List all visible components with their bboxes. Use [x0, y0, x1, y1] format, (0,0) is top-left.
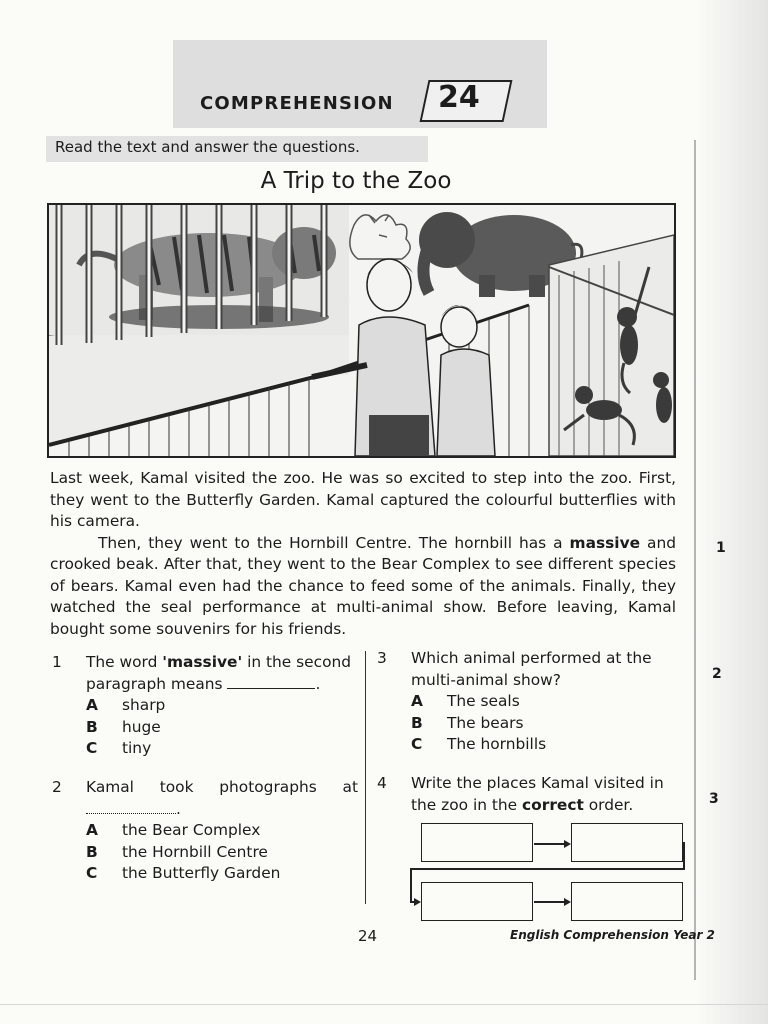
option-b[interactable]	[86, 717, 358, 739]
passage-paragraph-2	[50, 533, 676, 641]
question-bold-word: 'massive'	[162, 653, 243, 671]
question-text: Kamal took photographs at	[86, 778, 358, 796]
option-a[interactable]	[411, 691, 677, 713]
option-text: the Butterfly Garden	[122, 864, 281, 882]
question-number: 4	[377, 774, 387, 792]
zoo-illustration	[47, 203, 676, 458]
arrow-right-icon	[564, 898, 571, 906]
option-b[interactable]	[86, 842, 358, 864]
header-number: 24	[438, 80, 480, 115]
margin-mark-3: 3	[709, 791, 719, 807]
option-text: huge	[122, 717, 161, 736]
option-letter: B	[411, 713, 423, 732]
flow-connector	[410, 868, 412, 902]
arrow-right-icon	[564, 840, 571, 848]
question-bold-word: correct	[522, 795, 584, 814]
question-text-part: Write the places Kamal visited in the zoo in the	[411, 774, 664, 814]
option-letter: C	[411, 735, 423, 753]
answer-box-3[interactable]	[421, 882, 533, 921]
page-number: 24	[358, 927, 378, 945]
flow-arrow-line	[534, 843, 564, 845]
flow-connector	[683, 842, 685, 868]
option-text: the Hornbill Centre	[122, 842, 268, 861]
option-text: tiny	[122, 739, 152, 757]
column-divider	[365, 651, 366, 904]
option-letter: C	[86, 864, 98, 882]
question-number: 3	[377, 649, 387, 667]
margin-mark-1: 1	[716, 540, 726, 556]
passage-bold-word: massive	[569, 533, 641, 552]
option-a[interactable]	[86, 695, 358, 717]
option-letter: B	[86, 842, 98, 861]
book-spine	[694, 140, 696, 980]
question-text-part: in the second paragraph means	[86, 653, 352, 693]
option-c[interactable]	[411, 734, 677, 756]
flow-connector	[410, 868, 685, 870]
child-icon	[437, 305, 495, 456]
page-bottom-edge	[0, 1004, 768, 1005]
reading-passage	[50, 468, 676, 640]
story-title: A Trip to the Zoo	[260, 168, 452, 194]
book-title: English Comprehension Year 2	[510, 928, 715, 942]
option-c[interactable]	[86, 738, 358, 760]
option-text: The seals	[447, 692, 520, 710]
passage-text: Then, they went to the Hornbill Centre. The hornbill has a	[98, 533, 570, 552]
option-letter: B	[86, 717, 98, 736]
header-title: COMPREHENSION	[200, 93, 394, 114]
trees-icon	[350, 215, 410, 259]
flow-arrow-line	[534, 901, 564, 903]
answer-box-2[interactable]	[571, 823, 683, 862]
page-edge-shadow	[694, 0, 768, 1024]
margin-mark-2: 2	[712, 666, 722, 682]
question-text-part: order.	[583, 795, 634, 814]
question-number: 2	[52, 778, 62, 796]
question-text-part: The word	[86, 653, 163, 671]
passage-text: and crooked beak. After that, they went to the Bear Complex to see different species of bears. Kamal even had the chance to feed some of the animals. Finally, they watched the seal performance at multi-animal show. Before leaving, Kamal bought some souvenirs for his friends.	[50, 533, 676, 638]
question-number: 1	[52, 653, 62, 671]
option-c[interactable]	[86, 863, 358, 885]
zoo-scene-icon	[49, 205, 674, 456]
answer-blank-line: .	[86, 799, 358, 821]
question-text	[411, 773, 677, 816]
answer-blank[interactable]	[227, 675, 315, 689]
answer-box-4[interactable]	[571, 882, 683, 921]
answer-blank[interactable]	[86, 801, 176, 814]
option-letter: A	[86, 696, 98, 714]
passage-paragraph-1: Last week, Kamal visited the zoo. He was so excited to step into the zoo. First, they went to the Butterfly Garden. Kamal captured the colourful butterflies with his camera.	[50, 469, 676, 530]
question-2	[52, 777, 358, 885]
option-text: The hornbills	[447, 735, 547, 753]
option-text: sharp	[122, 696, 166, 714]
option-letter: A	[86, 821, 98, 839]
question-1	[52, 652, 358, 760]
answer-box-1[interactable]	[421, 823, 533, 862]
question-3	[377, 648, 677, 756]
option-letter: C	[86, 739, 98, 757]
option-a[interactable]	[86, 820, 358, 842]
question-text: Which animal performed at the multi-animal show?	[411, 649, 652, 689]
instruction-text: Read the text and answer the questions.	[55, 138, 360, 156]
option-letter: A	[411, 692, 423, 710]
question-text: The word 'massive' in the second paragraph means .	[86, 653, 352, 693]
option-text: The bears	[447, 713, 524, 732]
option-text: the Bear Complex	[122, 821, 261, 839]
option-b[interactable]	[411, 713, 677, 735]
question-4	[377, 773, 677, 816]
arrow-right-icon	[414, 898, 421, 906]
